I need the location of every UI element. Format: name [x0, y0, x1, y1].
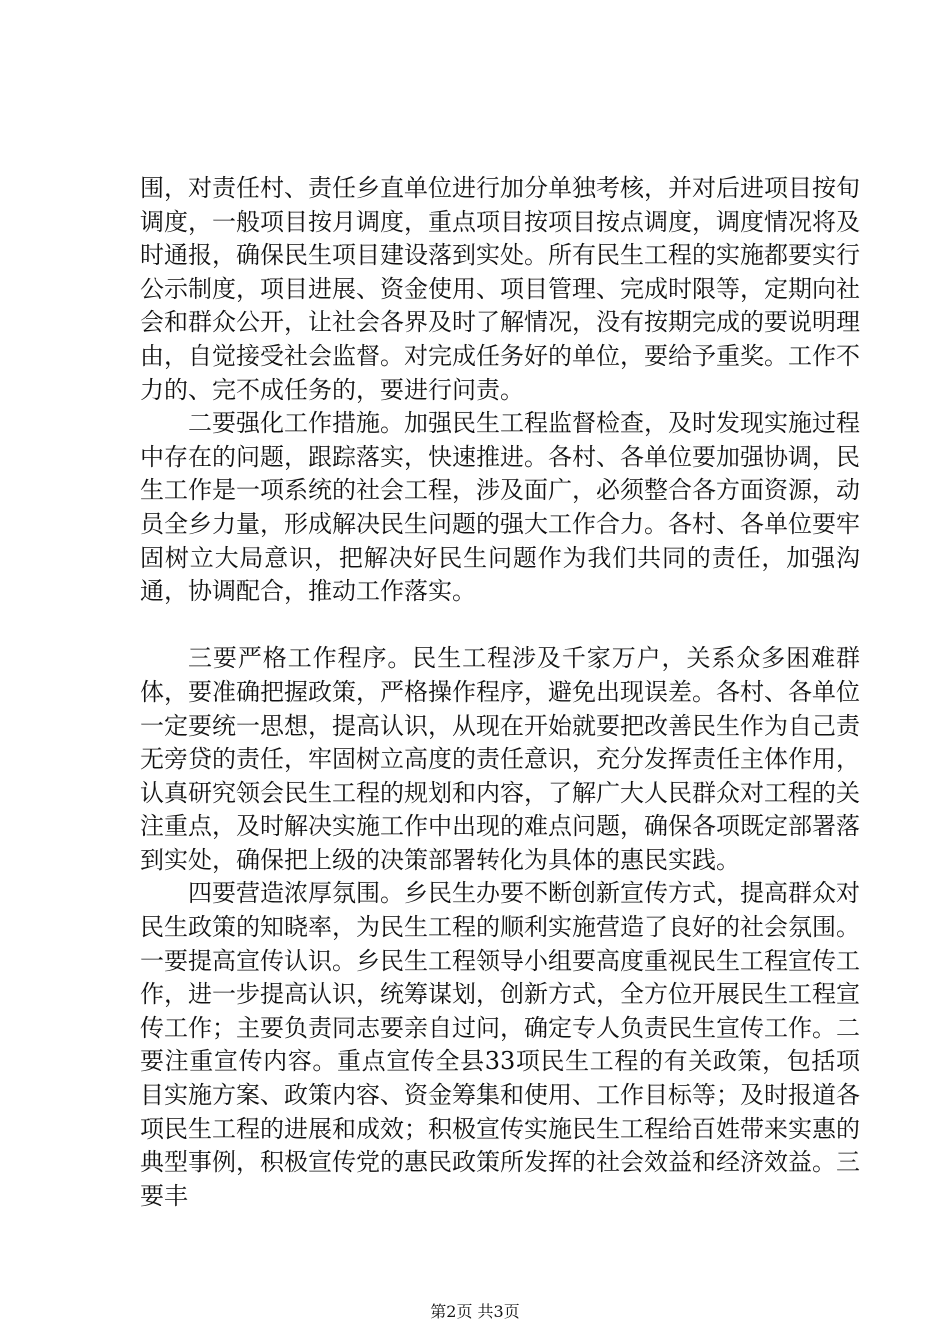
paragraph-continuation: 围，对责任村、责任乡直单位进行加分单独考核，并对后进项目按旬调度，一般项目按月调度，重点项目按项目按点调度，调度情况将及时通报，确保民生项目建设落到实处。所有民生工程的实施都要实行公示制度，项目进展、资金使用、项目管理、完成时限等，定期向社会和群众公开，让社会各界及时了解情况，没有按期完成的要说明理由，自觉接受社会监督。对完成任务好的单位，要给予重奖。工作不力的、完不成任务的，要进行问责。 — [140, 174, 860, 404]
paragraph-create-atmosphere: 四要营造浓厚氛围。乡民生办要不断创新宣传方式，提高群众对民生政策的知晓率，为民生工程的顺利实施营造了良好的社会氛围。一要提高宣传认识。乡民生工程领导小组要高度重视民生工程宣传工作，进一步提高认识，统筹谋划，创新方式，全方位开展民生工程宣传工作；主要负责同志要亲自过问，确定专人负责民生宣传工作。二要注重宣传内容。重点宣传全县33项民生工程的有关政策，包括项目实施方案、政策内容、资金筹集和使用、工作目标等；及时报道各项民生工程的进展和成效；积极宣传实施民生工程给百姓带来实惠的典型事例，积极宣传党的惠民政策所发挥的社会效益和经济效益。三要丰 — [140, 879, 860, 1210]
page-number-footer: 第2页 共3页 — [430, 1302, 520, 1321]
paragraph-strengthen-measures: 二要强化工作措施。加强民生工程监督检查，及时发现实施过程中存在的问题，跟踪落实，快速推进。各村、各单位要加强协调，民生工作是一项系统的社会工程，涉及面广，必须整合各方面资源，动员全乡力量，形成解决民生问题的强大工作合力。各村、各单位要牢固树立大局意识，把解决好民生问题作为我们共同的责任，加强沟通，协调配合，推动工作落实。 — [140, 409, 860, 606]
paragraph-strict-procedures: 三要严格工作程序。民生工程涉及千家万户，关系众多困难群体，要准确把握政策，严格操作程序，避免出现误差。各村、各单位一定要统一思想，提高认识，从现在开始就要把改善民生作为自己责无旁贷的责任，牢固树立高度的责任意识，充分发挥责任主体作用，认真研究领会民生工程的规划和内容，了解广大人民群众对工程的关注重点，及时解决实施工作中出现的难点问题，确保各项既定部署落到实处，确保把上级的决策部署转化为具体的惠民实践。 — [140, 644, 860, 874]
document-body — [140, 172, 860, 1213]
